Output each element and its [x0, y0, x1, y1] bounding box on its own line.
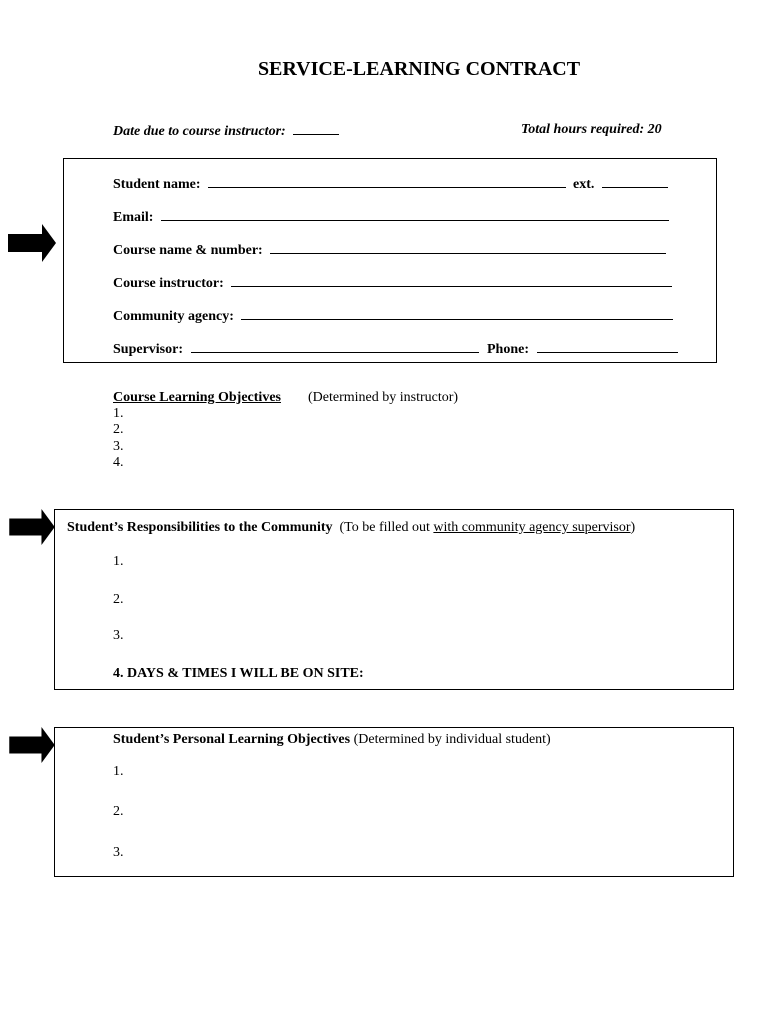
list-item: 2.: [113, 804, 124, 819]
phone-field[interactable]: [537, 340, 678, 353]
phone-label: Phone:: [487, 342, 529, 357]
list-item: 4.: [113, 455, 124, 470]
date-due-label: Date due to course instructor:: [113, 124, 286, 139]
course-objectives-heading: Course Learning Objectives: [113, 390, 281, 405]
ext-label: ext.: [573, 177, 595, 192]
email-label: Email:: [113, 210, 154, 225]
page-title: SERVICE-LEARNING CONTRACT: [257, 58, 581, 80]
date-due-field[interactable]: [293, 122, 339, 135]
list-item: 1.: [113, 554, 124, 569]
list-item: 2.: [113, 422, 124, 437]
course-objectives-note: (Determined by instructor): [308, 390, 459, 405]
instructor-label: Course instructor:: [113, 276, 224, 291]
course-field[interactable]: [270, 241, 666, 254]
list-item: 1.: [113, 406, 124, 421]
responsibilities-header: [67, 520, 635, 536]
phone-row: [487, 340, 678, 358]
course-label: Course name & number:: [113, 243, 263, 258]
ext-field[interactable]: [602, 175, 668, 188]
student-name-label: Student name:: [113, 177, 201, 192]
arrow-right-icon: [8, 727, 56, 763]
responsibilities-note-underlined: with community agency supervisor: [433, 520, 631, 535]
course-row: [113, 241, 666, 259]
list-item: 3.: [113, 845, 124, 860]
supervisor-label: Supervisor:: [113, 342, 183, 357]
instructor-field[interactable]: [231, 274, 672, 287]
responsibilities-note-prefix: (To be filled out: [339, 520, 434, 535]
personal-objectives-box: [54, 727, 734, 877]
supervisor-field[interactable]: [191, 340, 479, 353]
responsibilities-note-suffix: ): [630, 520, 636, 535]
responsibilities-box: [54, 509, 734, 690]
list-item: 3.: [113, 439, 124, 454]
date-due-row: [113, 122, 339, 140]
arrow-right-icon: [8, 224, 56, 262]
list-item: 3.: [113, 628, 124, 643]
personal-objectives-header: [113, 732, 551, 748]
email-row: [113, 208, 669, 226]
personal-objectives-note: (Determined by individual student): [353, 732, 551, 747]
responsibilities-heading: Student’s Responsibilities to the Community: [67, 520, 333, 535]
student-name-row: [113, 175, 566, 193]
supervisor-row: [113, 340, 479, 358]
student-name-field[interactable]: [208, 175, 566, 188]
days-times-label: 4. DAYS & TIMES I WILL BE ON SITE:: [113, 666, 364, 681]
list-item: 2.: [113, 592, 124, 607]
agency-row: [113, 307, 673, 325]
ext-row: [573, 175, 668, 193]
list-item: 1.: [113, 764, 124, 779]
arrow-right-icon: [8, 509, 56, 545]
agency-label: Community agency:: [113, 309, 234, 324]
total-hours: Total hours required: 20: [521, 122, 662, 137]
email-field[interactable]: [161, 208, 669, 221]
personal-objectives-heading: Student’s Personal Learning Objectives: [113, 732, 351, 747]
agency-field[interactable]: [241, 307, 673, 320]
instructor-row: [113, 274, 672, 292]
